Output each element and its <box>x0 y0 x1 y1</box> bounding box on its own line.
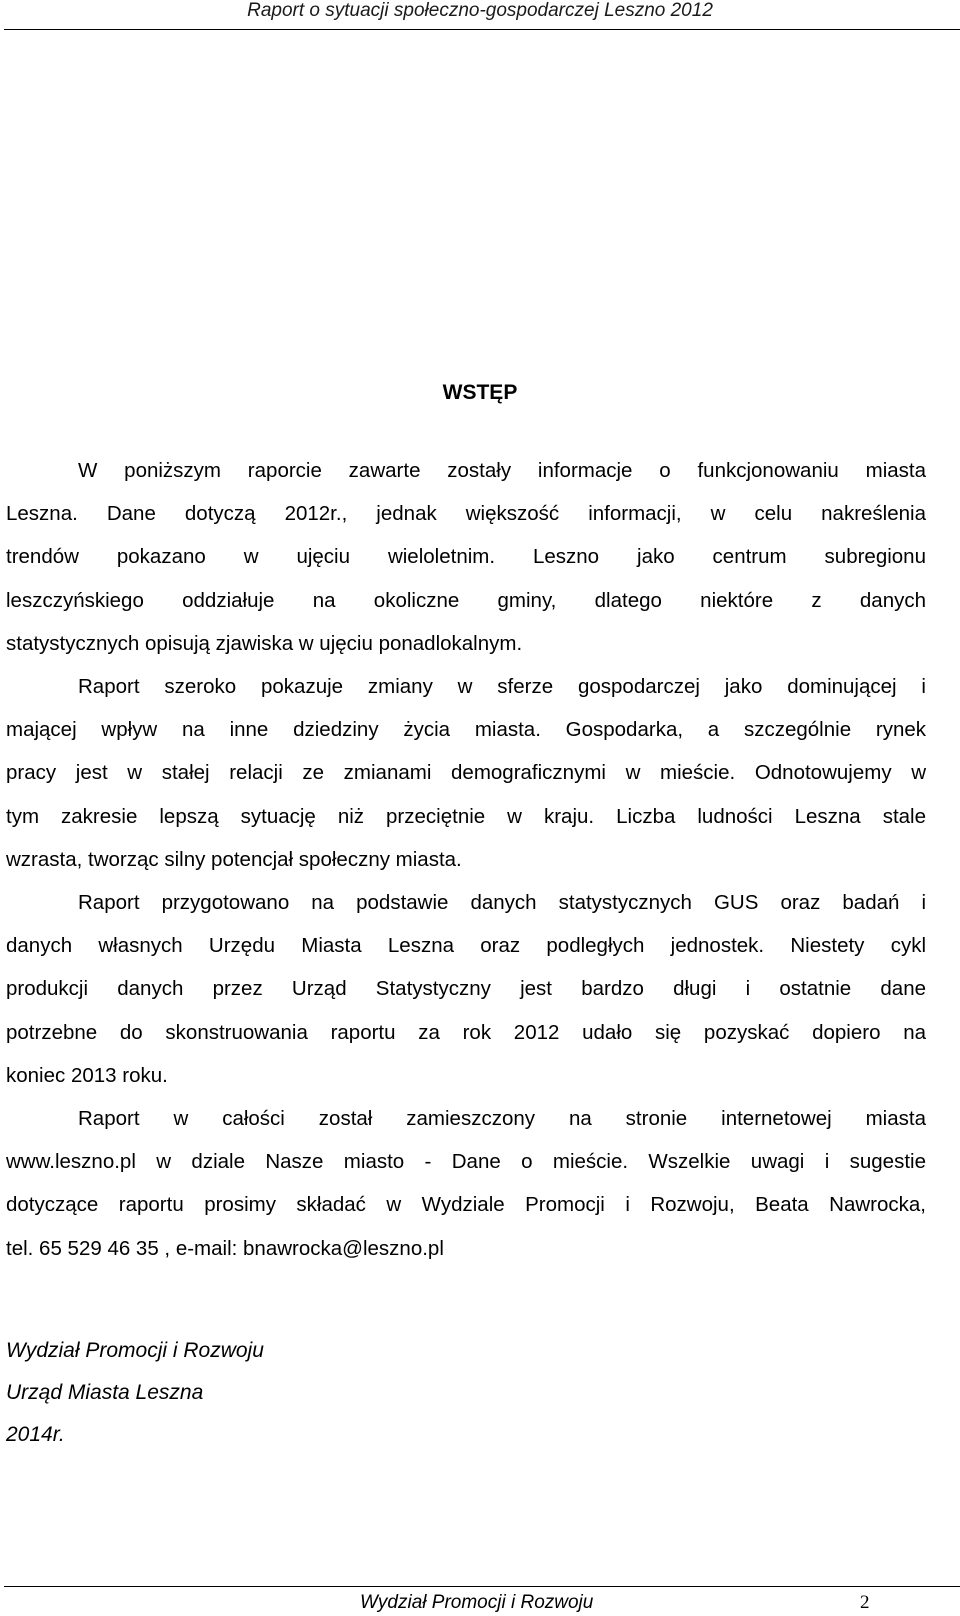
paragraph-line: mającej wpływ na inne dziedziny życia miasta. Gospodarka, a szczególnie rynek <box>6 718 926 742</box>
signature-office: Urząd Miasta Leszna <box>6 1381 204 1404</box>
page-number: 2 <box>860 1592 870 1613</box>
paragraph <box>6 1097 926 1270</box>
paragraph-line: dotyczące raportu prosimy składać w Wydziale Promocji i Rozwoju, Beata Nawrocka, <box>6 1193 926 1217</box>
paragraph-line: W poniższym raporcie zawarte zostały informacje o funkcjonowaniu miasta <box>78 459 926 482</box>
page-header <box>0 0 960 30</box>
paragraph-line: tym zakresie lepszą sytuację niż przeciętnie w kraju. Liczba ludności Leszna stale <box>6 804 926 828</box>
signature-department: Wydział Promocji i Rozwoju <box>6 1339 264 1362</box>
section-heading: WSTĘP <box>442 381 518 404</box>
paragraph-line: www.leszno.pl w dziale Nasze miasto - Dane o mieście. Wszelkie uwagi i sugestie <box>6 1150 926 1174</box>
paragraph-line: Raport przygotowano na podstawie danych statystycznych GUS oraz badań i <box>78 891 926 915</box>
paragraph-line: tel. 65 529 46 35 , e-mail: bnawrocka@leszno.pl <box>6 1236 444 1260</box>
signature-block <box>6 1330 264 1456</box>
paragraph <box>6 449 926 665</box>
header-rule <box>4 29 960 30</box>
paragraph-line: potrzebne do skonstruowania raportu za rok 2012 udało się pozyskać dopiero na <box>6 1020 926 1044</box>
signature-year: 2014r. <box>6 1423 65 1446</box>
paragraph <box>6 881 926 1097</box>
header-title: Raport o sytuacji społeczno-gospodarczej Leszno 2012 <box>247 0 713 21</box>
paragraph-line: wzrasta, tworząc silny potencjał społeczny miasta. <box>6 847 462 871</box>
paragraph-line: Leszna. Dane dotyczą 2012r., jednak większość informacji, w celu nakreślenia <box>6 502 926 526</box>
paragraph-line: Raport szeroko pokazuje zmiany w sferze gospodarczej jako dominującej i <box>78 675 926 699</box>
paragraph-line: danych własnych Urzędu Miasta Leszna oraz podległych jednostek. Niestety cykl <box>6 934 926 958</box>
footer-department: Wydział Promocji i Rozwoju <box>360 1592 594 1613</box>
paragraph-line: Raport w całości został zamieszczony na stronie internetowej miasta <box>78 1107 926 1131</box>
paragraph-line: leszczyńskiego oddziałuje na okoliczne gminy, dlatego niektóre z danych <box>6 588 926 612</box>
paragraph-line: trendów pokazano w ujęciu wieloletnim. Leszno jako centrum subregionu <box>6 545 926 569</box>
paragraph-line: statystycznych opisują zjawiska w ujęciu ponadlokalnym. <box>6 631 523 655</box>
paragraph-line: koniec 2013 roku. <box>6 1063 168 1087</box>
paragraph-line: pracy jest w stałej relacji ze zmianami demograficznymi w mieście. Odnotowujemy w <box>6 761 926 785</box>
paragraph-line: produkcji danych przez Urząd Statystyczny jest bardzo długi i ostatnie dane <box>6 977 926 1001</box>
footer-rule <box>4 1586 960 1587</box>
body-text <box>6 449 926 1270</box>
paragraph <box>6 665 926 881</box>
